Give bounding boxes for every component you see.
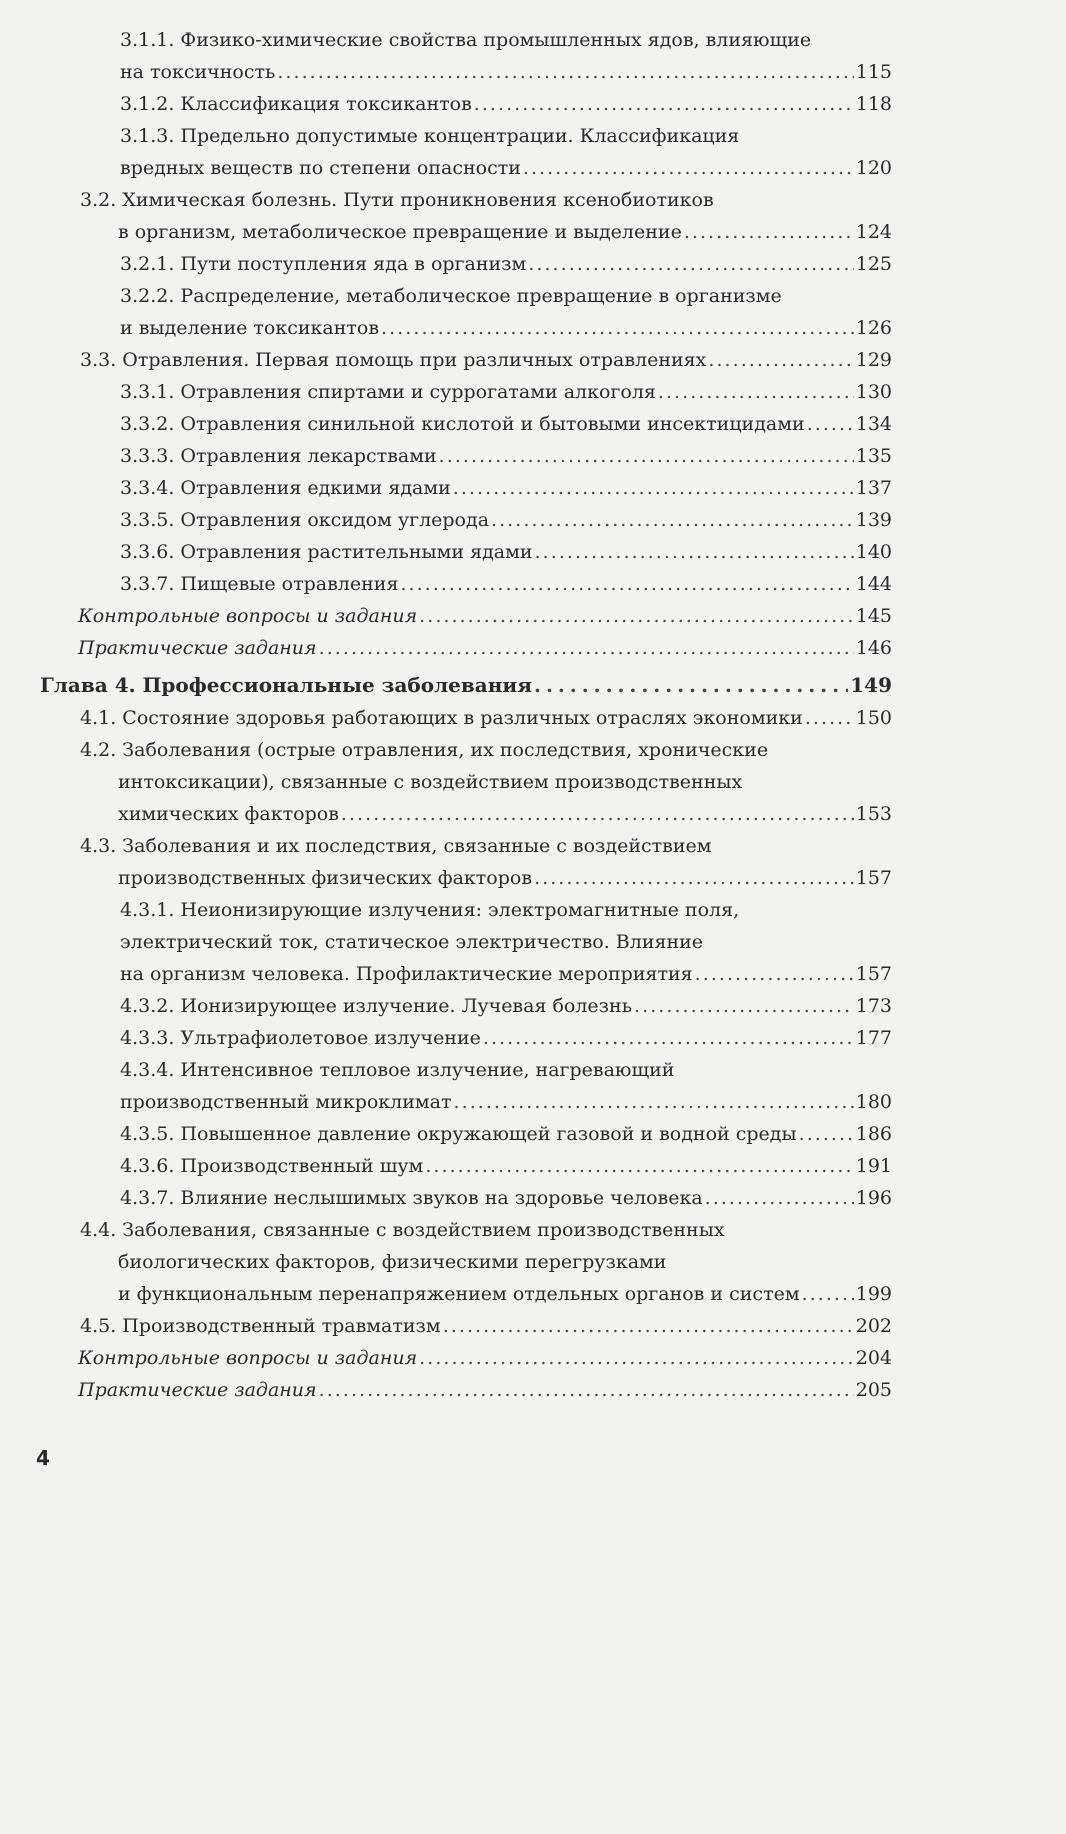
toc-entry-title: 3.3.7. Пищевые отравления <box>120 573 399 595</box>
dot-leader <box>341 798 854 830</box>
toc-entry-title: 3.3. Отравления. Первая помощь при различных отравлениях <box>80 349 707 371</box>
toc-page-number: 202 <box>855 1315 892 1337</box>
toc-page-number: 150 <box>855 707 892 729</box>
toc-entry <box>40 568 892 600</box>
toc-entry-title: 4.3.3. Ультрафиолетовое излучение <box>120 1027 481 1049</box>
dot-leader <box>453 472 854 504</box>
toc-entry-title: на токсичность <box>120 61 276 83</box>
toc-page-number: 186 <box>855 1123 892 1145</box>
toc-entry <box>40 280 892 344</box>
toc-entry-title: вредных веществ по степени опасности <box>120 157 521 179</box>
toc-entry <box>40 632 892 664</box>
toc-entry-title: 3.3.2. Отравления синильной кислотой и бытовыми инсектицидами <box>120 413 805 435</box>
toc-page-number: 196 <box>855 1187 892 1209</box>
toc-entry-title: Глава 4. Профессиональные заболевания <box>40 673 533 697</box>
toc-entry <box>40 184 892 248</box>
toc-page-number: 180 <box>855 1091 892 1113</box>
toc-entry-title: на организм человека. Профилактические мероприятия <box>120 963 693 985</box>
toc-page-number: 153 <box>855 803 892 825</box>
dot-leader <box>443 1310 854 1342</box>
toc-entry-title: 3.3.1. Отравления спиртами и суррогатами алкоголя <box>120 381 656 403</box>
toc-entry-title: 3.3.4. Отравления едкими ядами <box>120 477 451 499</box>
toc-entry-line: электрический ток, статическое электричество. Влияние <box>120 931 704 953</box>
toc-entry-line: 3.1.1. Физико-химические свойства промышленных ядов, влияющие <box>120 29 812 51</box>
toc-entry <box>40 1342 892 1374</box>
toc-page-number: 124 <box>855 221 892 243</box>
dot-leader <box>319 1374 854 1406</box>
toc-page-number: 130 <box>855 381 892 403</box>
toc-entry <box>40 408 892 440</box>
dot-leader <box>400 568 853 600</box>
toc-page-number: 204 <box>855 1347 892 1369</box>
toc-entry <box>40 376 892 408</box>
toc-page-number: 120 <box>855 157 892 179</box>
dot-leader <box>807 408 854 440</box>
toc-entry-line: 3.1.3. Предельно допустимые концентрации. Классификация <box>120 125 740 147</box>
toc-page-number: 125 <box>855 253 892 275</box>
dot-leader <box>381 312 854 344</box>
toc-entry-title: 4.3.2. Ионизирующее излучение. Лучевая болезнь <box>120 995 633 1017</box>
toc-entry-title: Контрольные вопросы и задания <box>78 605 418 627</box>
dot-leader <box>534 862 854 894</box>
dot-leader <box>439 440 854 472</box>
dot-leader <box>805 702 854 734</box>
toc-page-number: 157 <box>855 867 892 889</box>
toc-page-number: 146 <box>855 637 892 659</box>
toc-entry-title: 4.3.7. Влияние неслышимых звуков на здоровье человека <box>120 1187 703 1209</box>
toc-entry <box>40 440 892 472</box>
toc-entry <box>40 1374 892 1406</box>
dot-leader <box>534 668 848 702</box>
toc-entry <box>40 472 892 504</box>
toc-entry <box>40 120 892 184</box>
toc-entry-title: 3.3.5. Отравления оксидом углерода <box>120 509 490 531</box>
toc-entry-title: 3.2.1. Пути поступления яда в организм <box>120 253 527 275</box>
toc-entry-line: 4.3.4. Интенсивное тепловое излучение, нагревающий <box>120 1059 675 1081</box>
dot-leader <box>523 152 854 184</box>
toc-entry-title: производственных физических факторов <box>118 867 533 889</box>
dot-leader <box>474 88 854 120</box>
dot-leader <box>695 958 854 990</box>
toc-entry-title: и выделение токсикантов <box>120 317 380 339</box>
toc-entry <box>40 1182 892 1214</box>
toc-entry <box>40 536 892 568</box>
dot-leader <box>319 632 854 664</box>
toc-entry-line: интоксикации), связанные с воздействием производственных <box>118 771 743 793</box>
dot-leader <box>708 344 853 376</box>
toc-entry <box>40 990 892 1022</box>
dot-leader <box>454 1086 854 1118</box>
toc-page-number: 144 <box>855 573 892 595</box>
toc-entry-title: 4.3.5. Повышенное давление окружающей газовой и водной среды <box>120 1123 797 1145</box>
toc-entry-line: 4.4. Заболевания, связанные с воздействием производственных <box>80 1219 725 1241</box>
toc-entry-title: 3.1.2. Классификация токсикантов <box>120 93 472 115</box>
dot-leader <box>425 1150 853 1182</box>
toc-entry <box>40 344 892 376</box>
toc-page-number: 199 <box>855 1283 892 1305</box>
toc-entry-line: 4.2. Заболевания (острые отравления, их последствия, хронические <box>80 739 769 761</box>
toc-entry-line: 4.3. Заболевания и их последствия, связанные с воздействием <box>80 835 712 857</box>
toc-entry <box>40 88 892 120</box>
dot-leader <box>705 1182 854 1214</box>
toc-entry-line: биологических факторов, физическими перегрузками <box>118 1251 667 1273</box>
toc-entry <box>40 668 892 702</box>
toc-page-number: 129 <box>855 349 892 371</box>
page-number: 4 <box>36 1446 50 1470</box>
toc-entry-title: 4.1. Состояние здоровья работающих в различных отраслях экономики <box>80 707 803 729</box>
toc-entry <box>40 702 892 734</box>
dot-leader <box>277 56 853 88</box>
toc-entry-title: химических факторов <box>118 803 339 825</box>
toc-entry-title: 3.3.3. Отравления лекарствами <box>120 445 437 467</box>
toc-page-number: 126 <box>855 317 892 339</box>
toc-page-number: 191 <box>855 1155 892 1177</box>
toc-entry <box>40 504 892 536</box>
toc-page-number: 140 <box>855 541 892 563</box>
dot-leader <box>419 600 854 632</box>
toc-entry <box>40 1214 892 1310</box>
toc-page-number: 205 <box>855 1379 892 1401</box>
toc-entry <box>40 830 892 894</box>
toc-entry-line: 3.2.2. Распределение, метаболическое превращение в организме <box>120 285 782 307</box>
toc-entry <box>40 248 892 280</box>
dot-leader <box>528 248 853 280</box>
toc-entry <box>40 1118 892 1150</box>
table-of-contents <box>40 24 892 1406</box>
toc-page-number: 145 <box>855 605 892 627</box>
toc-page-number: 137 <box>855 477 892 499</box>
toc-entry <box>40 600 892 632</box>
toc-entry <box>40 1310 892 1342</box>
toc-entry-title: в организм, метаболическое превращение и выделение <box>118 221 682 243</box>
toc-entry-title: 4.3.6. Производственный шум <box>120 1155 424 1177</box>
dot-leader <box>419 1342 854 1374</box>
toc-entry <box>40 1150 892 1182</box>
toc-page-number: 177 <box>855 1027 892 1049</box>
toc-entry <box>40 1022 892 1054</box>
toc-entry <box>40 894 892 990</box>
toc-entry-title: Практические задания <box>78 637 317 659</box>
dot-leader <box>634 990 854 1022</box>
dot-leader <box>483 1022 854 1054</box>
dot-leader <box>799 1118 854 1150</box>
toc-entry-title: 4.5. Производственный травматизм <box>80 1315 441 1337</box>
toc-page-number: 134 <box>855 413 892 435</box>
toc-page-number: 115 <box>855 61 892 83</box>
toc-page-number: 157 <box>855 963 892 985</box>
toc-page-number: 139 <box>855 509 892 531</box>
dot-leader <box>491 504 854 536</box>
dot-leader <box>802 1278 854 1310</box>
toc-entry-title: 3.3.6. Отравления растительными ядами <box>120 541 533 563</box>
toc-page-number: 149 <box>850 673 892 697</box>
toc-entry-line: 4.3.1. Неионизирующие излучения: электромагнитные поля, <box>120 899 740 921</box>
toc-entry <box>40 24 892 88</box>
toc-entry-title: производственный микроклимат <box>120 1091 452 1113</box>
toc-entry-line: 3.2. Химическая болезнь. Пути проникновения ксенобиотиков <box>80 189 714 211</box>
toc-entry <box>40 1054 892 1118</box>
dot-leader <box>535 536 854 568</box>
toc-entry <box>40 734 892 830</box>
dot-leader <box>658 376 854 408</box>
toc-page-number: 118 <box>855 93 892 115</box>
toc-entry-title: и функциональным перенапряжением отдельных органов и систем <box>118 1283 800 1305</box>
toc-entry-title: Практические задания <box>78 1379 317 1401</box>
dot-leader <box>684 216 854 248</box>
toc-page-number: 135 <box>855 445 892 467</box>
toc-page-number: 173 <box>855 995 892 1017</box>
toc-entry-title: Контрольные вопросы и задания <box>78 1347 418 1369</box>
